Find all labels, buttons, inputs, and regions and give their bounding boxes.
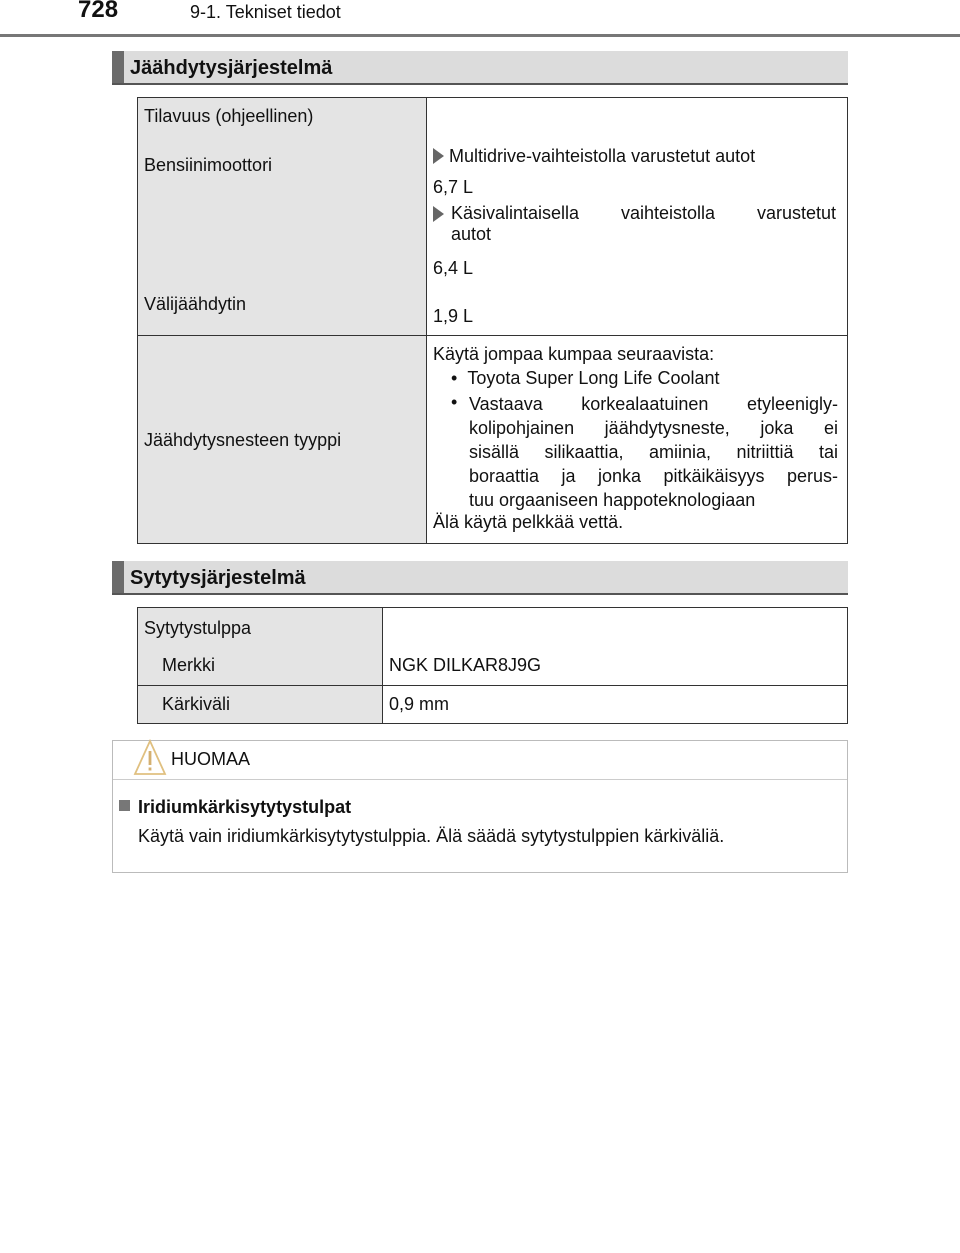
capacity-label-cell: [138, 98, 427, 336]
top-rule: [0, 34, 960, 37]
coolant-type-label: Jäähdytysnesteen tyyppi: [144, 430, 342, 450]
coolant-type-value-cell: [427, 336, 848, 544]
manual-label-line1: Käsivalintaisella vaihteistolla varustetut: [451, 203, 836, 223]
page-number: 728: [78, 0, 119, 23]
chapter-title: 9-1. Tekniset tiedot: [190, 2, 341, 22]
table-row: [138, 98, 848, 336]
bullet: •: [451, 392, 458, 412]
coolant-option-2-line: boraattia ja jonka pitkäikäisyys perus-: [469, 466, 838, 486]
triangle-bullet-icon: [433, 206, 444, 222]
ignition-spec-table: [137, 607, 848, 724]
notice-header: [113, 741, 847, 780]
multidrive-item: [433, 146, 755, 167]
manual-item: [433, 203, 836, 245]
coolant-type-label-cell: [138, 336, 427, 544]
coolant-intro: Käytä jompaa kumpaa seuraavista:: [433, 344, 715, 364]
capacity-label: Tilavuus (ohjeellinen): [144, 106, 314, 126]
table-row: [138, 686, 848, 724]
spark-plug-label: Sytytystulppa: [144, 618, 252, 638]
warning-triangle-icon: [133, 739, 167, 777]
manual-label-line2: autot: [451, 224, 492, 244]
brand-label: Merkki: [162, 655, 215, 675]
heading-bar: [112, 561, 124, 593]
square-bullet-icon: [119, 800, 130, 811]
heading-bar: [112, 51, 124, 83]
table-row: [138, 336, 848, 544]
intercooler-label: Välijäähdytin: [144, 294, 247, 314]
gap-value-cell: [383, 686, 848, 724]
coolant-warning: Älä käytä pelkkää vettä.: [433, 512, 624, 532]
notice-box: [112, 740, 848, 873]
coolant-option-1-text: Toyota Super Long Life Coolant: [467, 368, 720, 388]
notice-text: Käytä vain iridiumkärkisytytystulppia. Älä säädä sytytystulppien kärkiväliä.: [138, 826, 725, 846]
coolant-option-2-line: sisällä silikaattia, amiinia, nitriittiä tai: [469, 442, 838, 462]
spark-plug-label-cell: [138, 608, 383, 686]
cooling-section-title: Jäähdytysjärjestelmä: [130, 57, 333, 79]
brand-value: NGK DILKAR8J9G: [389, 655, 542, 675]
multidrive-value: 6,7 L: [433, 177, 474, 197]
gap-value: 0,9 mm: [389, 694, 450, 714]
ignition-section-heading: [112, 561, 848, 595]
multidrive-label: Multidrive-vaihteistolla varustetut autot: [449, 146, 756, 166]
gap-label-cell: [138, 686, 383, 724]
cooling-section-heading: [112, 51, 848, 85]
ignition-section-title: Sytytysjärjestelmä: [130, 567, 306, 589]
triangle-bullet-icon: [433, 148, 444, 164]
table-row: [138, 608, 848, 686]
coolant-option-2-line: Vastaava korkealaatuinen etyleenigly-: [469, 394, 838, 414]
brand-value-cell: [383, 608, 848, 686]
coolant-option-1: • Toyota Super Long Life Coolant: [451, 368, 720, 388]
gap-label: Kärkiväli: [162, 694, 231, 714]
notice-title: Iridiumkärkisytytystulpat: [138, 797, 352, 817]
notice-header-label: HUOMAA: [171, 749, 251, 769]
cooling-spec-table: [137, 97, 848, 544]
intercooler-value: 1,9 L: [433, 306, 474, 326]
coolant-option-2-line: kolipohjainen jäähdytysneste, joka ei: [469, 418, 838, 438]
capacity-value-cell: [427, 98, 848, 336]
coolant-option-2: [451, 392, 838, 512]
engine-label: Bensiinimoottori: [144, 155, 273, 175]
manual-value: 6,4 L: [433, 258, 474, 278]
coolant-option-2-line: tuu orgaaniseen happoteknologiaan: [469, 490, 756, 510]
